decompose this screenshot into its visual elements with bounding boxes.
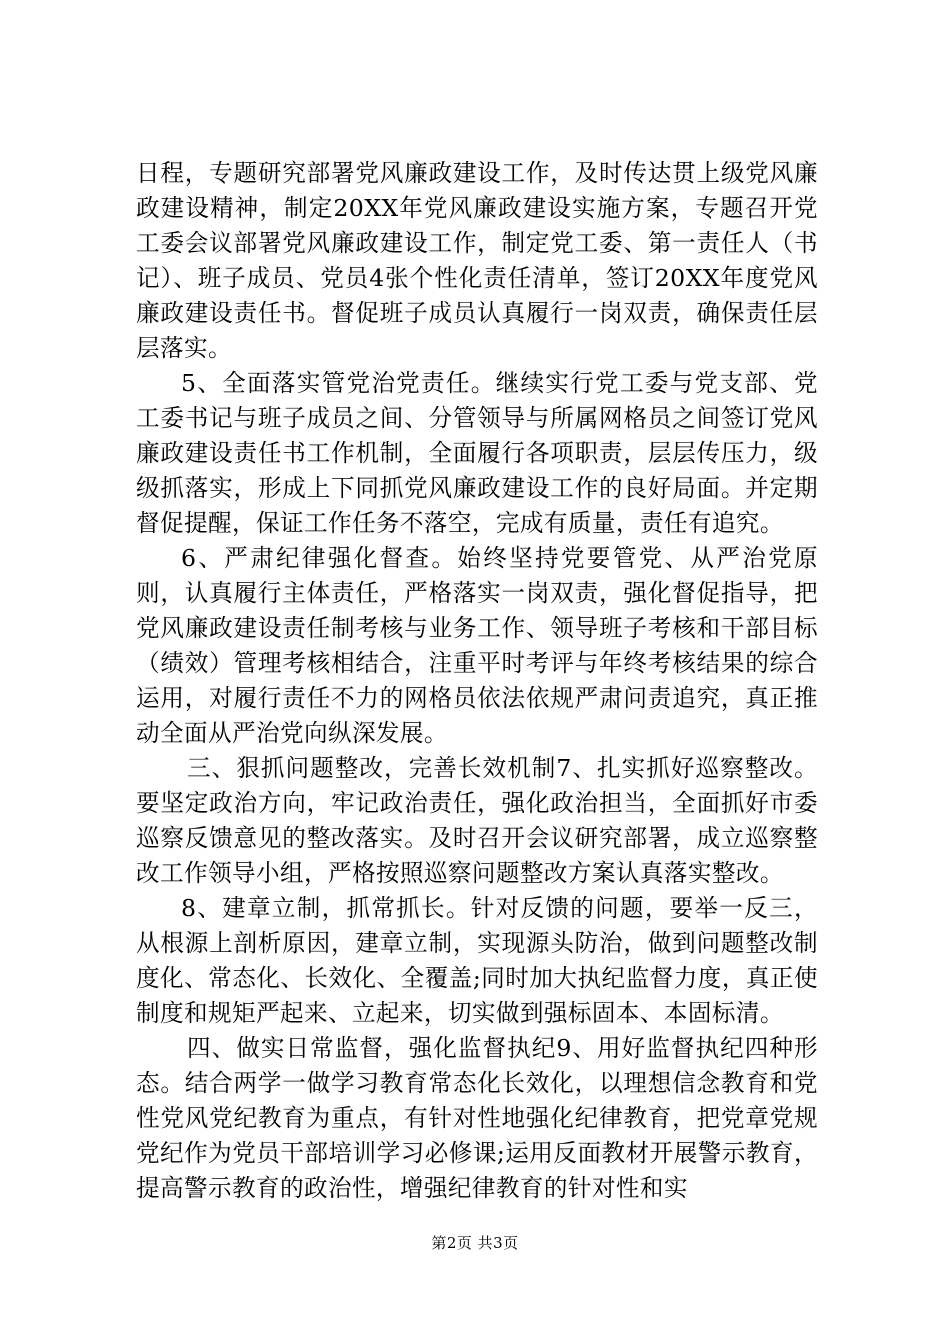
page-number-footer: 第2页 共3页: [431, 1234, 519, 1252]
paragraph-section-4: 四、做实日常监督，强化监督执纪9、用好监督执纪四种形态。结合两学一做学习教育常态化长效化，以理想信念教育和党性党风党纪教育为重点，有针对性地强化纪律教育，把党章党规党纪作为党员干部培训学习必修课;运用反面教材开展警示教育，提高警示教育的政治性，增强纪律教育的针对性和实: [136, 1034, 818, 1202]
paragraph-item-5: 5、全面落实管党治党责任。继续实行党工委与党支部、党工委书记与班子成员之间、分管领导与所属网格员之间签订党风廉政建设责任书工作机制，全面履行各项职责，层层传压力，级级抓落实，形成上下同抓党风廉政建设工作的良好局面。并定期督促提醒，保证工作任务不落空，完成有质量，责任有追究。: [136, 369, 818, 537]
paragraph-item-8: 8、建章立制，抓常抓长。针对反馈的问题，要举一反三，从根源上剖析原因，建章立制，实现源头防治，做到问题整改制度化、常态化、长效化、全覆盖;同时加大执纪监督力度，真正使制度和规矩严起来、立起来，切实做到强标固本、本固标清。: [136, 894, 818, 1027]
paragraph-item-6: 6、严肃纪律强化督查。始终坚持党要管党、从严治党原则，认真履行主体责任，严格落实一岗双责，强化督促指导，把党风廉政建设责任制考核与业务工作、领导班子考核和干部目标（绩效）管理考核相结合，注重平时考评与年终考核结果的综合运用，对履行责任不力的网格员依法依规严肃问责追究，真正推动全面从严治党向纵深发展。: [136, 544, 818, 747]
paragraph-continuation: 日程，专题研究部署党风廉政建设工作，及时传达贯上级党风廉政建设精神，制定20XX年党风廉政建设实施方案，专题召开党工委会议部署党风廉政建设工作，制定党工委、第一责任人（书记）、班子成员、党员4张个性化责任清单，签订20XX年度党风廉政建设责任书。督促班子成员认真履行一岗双责，确保责任层层落实。: [136, 159, 818, 362]
document-body: [136, 156, 818, 1206]
paragraph-section-3: 三、狠抓问题整改，完善长效机制7、扎实抓好巡察整改。要坚定政治方向，牢记政治责任，强化政治担当，全面抓好市委巡察反馈意见的整改落实。及时召开会议研究部署，成立巡察整改工作领导小组，严格按照巡察问题整改方案认真落实整改。: [136, 754, 818, 887]
